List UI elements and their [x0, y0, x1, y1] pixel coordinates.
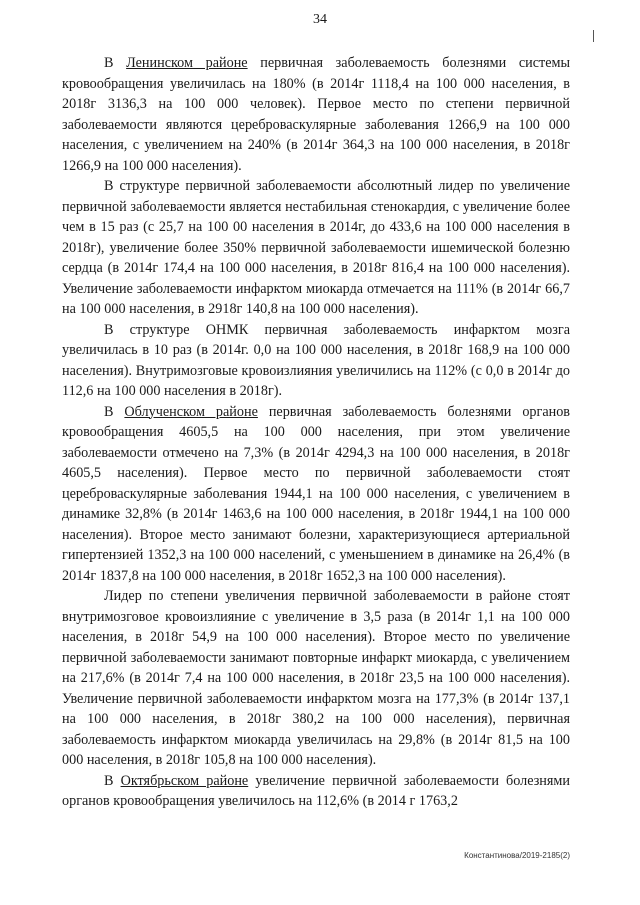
document-code: Константинова/2019-2185(2) — [464, 851, 570, 860]
margin-mark — [593, 30, 594, 42]
paragraph-structure: В структуре первичной заболеваемости абсолютный лидер по увеличение первичной заболеваемости является нестабильная стенокардия, с увеличение более чем в 15 раз (с 25,7 на 100 00 населения в 2014г, до 433,6 на 100 000 населения в 2018г), увеличение более 350% первичной заболеваемости ишемической болезню сердца (в 2014г 174,4 на 100 000 населения, в 2018г 816,4 на 100 000 населения). Увеличение заболеваемости инфарктом миокарда отмечается на 111% (в 2014г 66,7 на 100 000 населения, в 2918г 140,8 на 100 000 населения). — [62, 178, 570, 317]
paragraph-leninsky — [62, 53, 570, 176]
paragraph-text: первичная заболеваемость болезнями системы кровообращения увеличилась на 180% (в 2014г 1118,4 на 100 000 населения, в 2018г 3136,3 на 100 000 человек). Первое место по степени первичной заболеваемости являются цереброваскулярные заболевания 1266,9 на 100 000 населения, с увеличением на 240% (в 2014г 364,3 на 100 000 населения, в 2018г 1266,9 на 100 000 населения). — [62, 55, 571, 174]
page-number: 34 — [313, 12, 327, 27]
paragraph-leader: Лидер по степени увеличения первичной заболеваемости в районе стоят внутримозговое кровоизлияние с увеличение в 3,5 раза (в 2014г 1,1 на 100 000 населения, в 2018г 54,9 на 100 000 населения). Второе место по увеличение первичной заболеваемости занимают повторные инфаркт миокарда, с увеличением на 217,6% (в 2014г 7,4 на 100 000 населения, в 2018г 23,5 на 100 000 населения). Увеличение первичной заболеваемости инфарктом мозга на 177,3% (в 2014г 137,1 на 100 000 населения, в 2018г 380,2 на 100 000 населения), первичная заболеваемость инфарктом миокарда увеличилась на 29,8% (в 2014г 81,5 на 100 000 населения, в 2018г 105,8 на 100 000 населения). — [62, 588, 570, 768]
paragraph-onmk: В структуре ОНМК первичная заболеваемость инфарктом мозга увеличилась в 10 раз (в 2014г. 0,0 на 100 000 населения, в 2018г 168,9 на 100 000 населения). Внутримозговые кровоизлияния увеличились на 112% (с 0,0 в 2014г до 112,6 на 100 000 населения в 2018г). — [62, 321, 570, 399]
paragraph-lead: В — [104, 772, 121, 789]
paragraph-lead: В — [104, 55, 127, 71]
paragraph-text: увеличение первичной заболеваемости болезнями органов кровообращения увеличилось на 112,6% (в 2014 г 1763,2 — [62, 772, 570, 809]
paragraph-obluchensky — [62, 402, 570, 587]
paragraph-oktyabrsky — [62, 771, 570, 812]
paragraph-lead: В — [104, 403, 125, 420]
body-text — [62, 53, 570, 812]
district-name-leninsky: Ленинском районе — [126, 55, 248, 71]
district-name-obluchensky: Облученском районе — [124, 403, 258, 420]
district-name-oktyabrsky: Октябрьском районе — [120, 772, 249, 789]
paragraph-text: первичная заболеваемость болезнями органов кровообращения 4605,5 на 100 000 населения, при этом увеличение заболеваемости отмечено на 7,3% (в 2014г 4294,3 на 100 000 населения, в 2018г 4605,5 населения). Первое место по первичной заболеваемости стоят цереброваскулярные заболевания 1944,1 на 100 000 населения, с увеличением в динамике 32,8% (в 2014г 1463,6 на 100 000 населения, в 2018г 1944,1 на 100 000 населения). Второе место занимают болезни, характеризующиеся артериальной гипертензией 1352,3 на 100 000 населений, с уменьшением в динамике на 26,4% (в 2014г 1837,8 на 100 000 населения, в 2018г 1652,3 на 100 000 населения). — [62, 403, 571, 584]
